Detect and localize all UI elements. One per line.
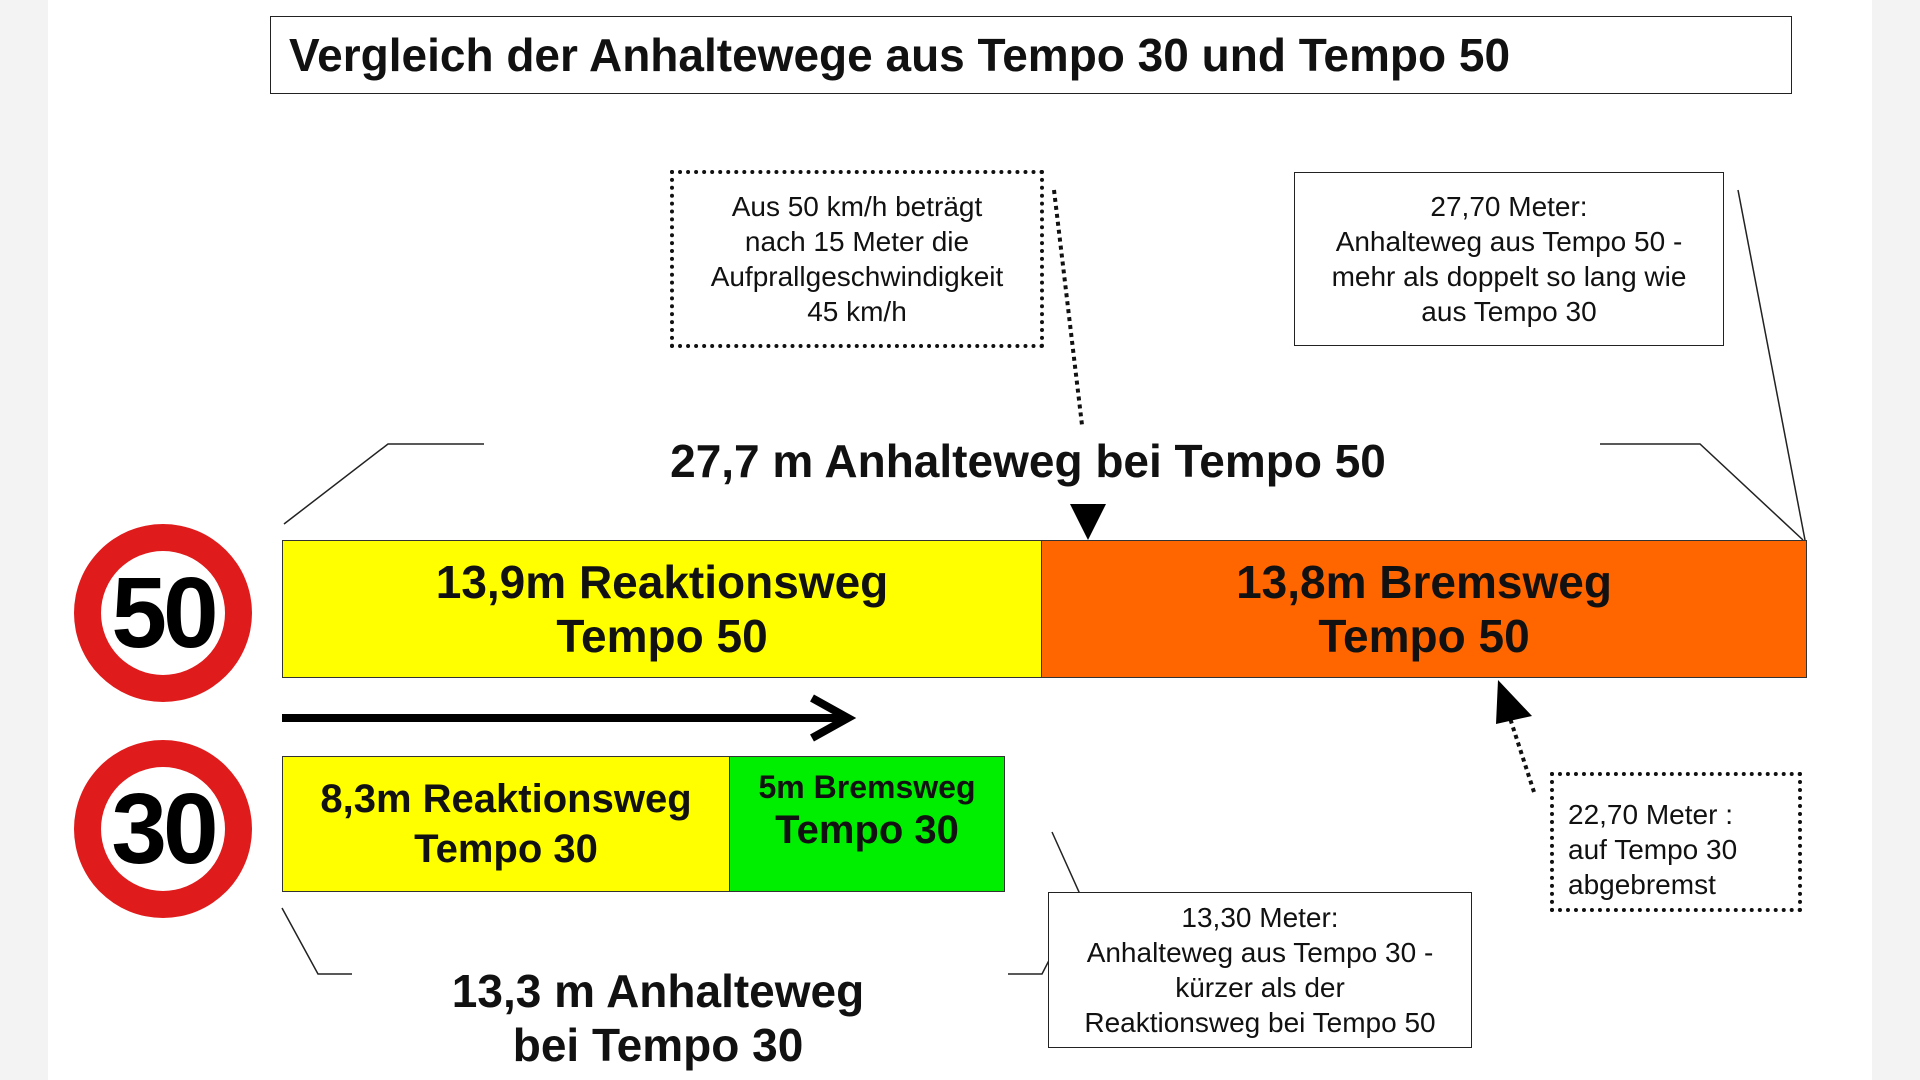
- tempo30-reaction-bar: [282, 756, 730, 892]
- bracket-tempo30-left: [282, 908, 352, 974]
- speed-limit-30-value: 30: [101, 767, 225, 891]
- tempo30-total-heading: [388, 964, 928, 1072]
- note-total50-line: 27,70 Meter:: [1430, 191, 1588, 222]
- tempo30-reaction-label: 8,3m Reaktionsweg: [320, 777, 692, 821]
- tempo30-brake-label: 5m Bremsweg: [758, 769, 976, 805]
- tempo30-heading-line2: bei Tempo 30: [512, 1019, 804, 1071]
- pointer-15m-triangle: [1070, 504, 1106, 540]
- note-total50-line: mehr als doppelt so lang wie: [1331, 261, 1687, 292]
- bracket-tempo50-left: [284, 444, 484, 524]
- tempo50-total-heading: 27,7 m Anhalteweg bei Tempo 50: [670, 435, 1386, 487]
- note-total50-line: Anhalteweg aus Tempo 50 -: [1335, 226, 1683, 257]
- note-impact-line: Aus 50 km/h beträgt: [731, 191, 983, 222]
- note-total30-line: kürzer als der: [1175, 972, 1345, 1003]
- direction-arrow: [282, 698, 848, 738]
- note-impact-line: Aufprallgeschwindigkeit: [710, 261, 1004, 292]
- note-braked30-line: abgebremst: [1568, 868, 1716, 900]
- note-impact-line: 45 km/h: [807, 296, 907, 327]
- diagram-title: Vergleich der Anhaltewege aus Tempo 30 und Tempo 50: [270, 16, 1792, 94]
- note-impact-line: nach 15 Meter die: [744, 226, 970, 257]
- tempo50-brake-label: 13,8m Bremsweg: [1236, 556, 1612, 608]
- diagram-page: [48, 0, 1872, 1080]
- note-total30-line: Anhalteweg aus Tempo 30 -: [1086, 937, 1434, 968]
- note-impact-speed: [670, 170, 1044, 348]
- tempo30-reaction-tempo: Tempo 30: [414, 827, 598, 871]
- leader-total50: [1738, 190, 1805, 540]
- speed-limit-50-value: 50: [101, 551, 225, 675]
- note-total30-line: 13,30 Meter:: [1181, 902, 1339, 933]
- leader-braked30: [1508, 712, 1534, 792]
- tempo50-reaction-tempo: Tempo 50: [556, 610, 768, 662]
- note-total50-line: aus Tempo 30: [1421, 296, 1597, 327]
- speed-limit-30-sign: [74, 740, 252, 918]
- leader-impact: [1054, 190, 1082, 425]
- note-braked30-line: 22,70 Meter :: [1568, 798, 1733, 830]
- note-braked-to-30: [1550, 772, 1802, 912]
- tempo30-brake-tempo: Tempo 30: [775, 808, 959, 852]
- note-braked30-line: auf Tempo 30: [1568, 833, 1738, 865]
- tempo50-reaction-label: 13,9m Reaktionsweg: [435, 556, 889, 608]
- note-total-tempo50: [1294, 172, 1724, 346]
- tempo30-brake-bar: [729, 756, 1005, 892]
- note-total30-line: Reaktionsweg bei Tempo 50: [1084, 1007, 1436, 1038]
- speed-limit-50-sign: [74, 524, 252, 702]
- note-total-tempo30: [1048, 892, 1472, 1048]
- pointer-braked30-head: [1496, 680, 1532, 724]
- tempo30-heading-line1: 13,3 m Anhalteweg: [451, 965, 865, 1017]
- tempo50-reaction-bar: [282, 540, 1042, 678]
- tempo50-brake-tempo: Tempo 50: [1318, 610, 1530, 662]
- bracket-tempo50-right: [1600, 444, 1803, 540]
- tempo50-brake-bar: [1041, 540, 1807, 678]
